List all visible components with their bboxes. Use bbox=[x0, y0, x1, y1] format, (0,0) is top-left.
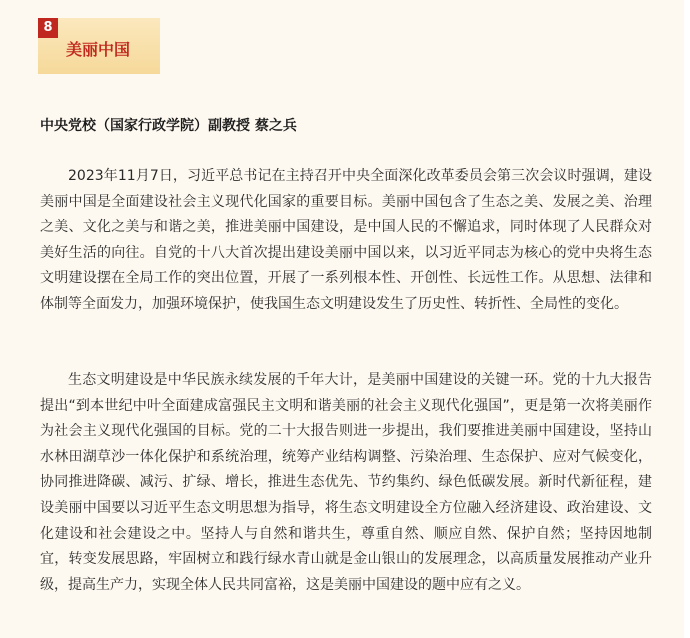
article-paragraph-2: 生态文明建设是中华民族永续发展的千年大计，是美丽中国建设的关键一环。党的十九大报告提出“到本世纪中叶全面建成富强民主文明和谐美丽的社会主义现代化强国”，更是第一次将美丽作为社会主义现代化强国的目标。党的二十大报告则进一步提出，我们要推进美丽中国建设，坚持山水林田湖草沙一体化保护和系统治理，统筹产业结构调整、污染治理、生态保护、应对气候变化，协同推进降碳、减污、扩绿、增长，推进生态优先、节约集约、绿色低碳发展。新时代新征程，建设美丽中国要以习近平生态文明思想为指导，将生态文明建设全方位融入经济建设、政治建设、文化建设和社会建设之中。坚持人与自然和谐共生，尊重自然、顺应自然、保护自然；坚持因地制宜，转变发展思路，牢固树立和践行绿水青山就是金山银山的发展理念，以高质量发展推动产业升级，提高生产力，实现全体人民共同富裕，这是美丽中国建设的题中应有之义。 bbox=[40, 372, 652, 593]
page-edge bbox=[684, 0, 690, 638]
article-paragraph-1: 2023年11月7日，习近平总书记在主持召开中央全面深化改革委员会第三次会议时强调，建设美丽中国是全面建设社会主义现代化国家的重要目标。美丽中国包含了生态之美、发展之美、治理之美、文化之美与和谐之美，推进美丽中国建设，是中国人民的不懈追求，同时体现了人民群众对美好生活的向往。自党的十八大首次提出建设美丽中国以来，以习近平同志为核心的党中央将生态文明建设摆在全局工作的突出位置，开展了一系列根本性、开创性、长远性工作。从思想、法律和体制等全面发力，加强环境保护，使我国生态文明建设发生了历史性、转折性、全局性的变化。 bbox=[40, 168, 652, 312]
section-number-badge: 8 bbox=[38, 18, 58, 38]
section-tag bbox=[38, 18, 160, 74]
author-byline: 中央党校（国家行政学院）副教授 蔡之兵 bbox=[40, 118, 297, 134]
section-title: 美丽中国 bbox=[66, 40, 131, 59]
